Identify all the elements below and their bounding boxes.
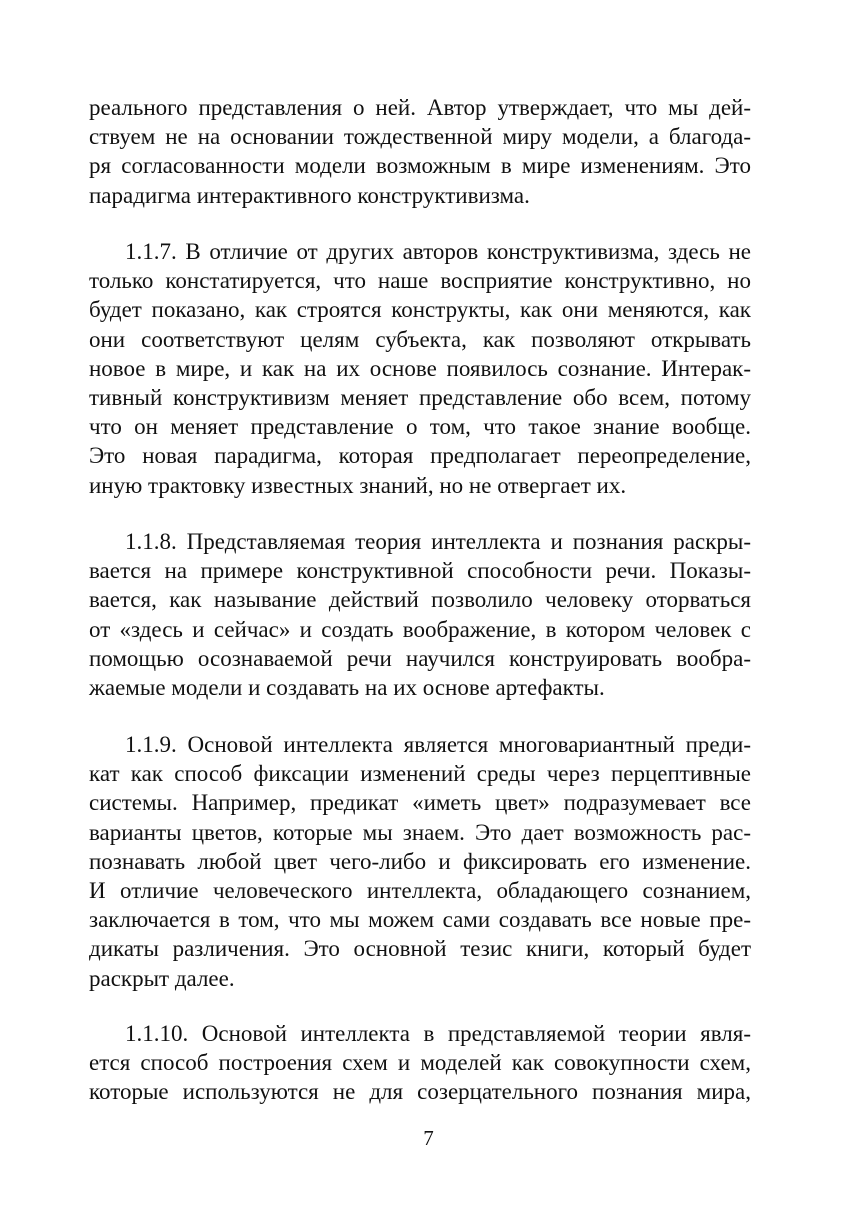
text-line: реального представления о ней. Автор утверждает, что мы дей- <box>89 95 751 120</box>
paragraph-1-1-10 <box>89 1019 751 1107</box>
text-line: которые используются не для созерцательного познания мира, <box>89 1079 751 1105</box>
text-line: 1.1.9. Основой интеллекта является многовариантный преди- <box>125 732 751 757</box>
text-line: 1.1.8. Представляемая теория интеллекта и познания раскры- <box>125 529 751 554</box>
text-line: ется способ построения схем и моделей как совокупности схем, <box>89 1050 751 1076</box>
text-line: они соответствуют целям субъекта, как позволяют открывать <box>89 326 751 352</box>
text-line: 1.1.10. Основой интеллекта в представляемой теории явля- <box>125 1021 751 1046</box>
paragraph-1-1-8 <box>89 527 751 702</box>
text-line: И отличие человеческого интеллекта, обладающего сознанием, <box>89 877 751 903</box>
text-line: только констатируется, что наше восприятие конструктивно, но <box>89 268 751 294</box>
text-line: парадигма интерактивного конструктивизма. <box>89 182 530 208</box>
text-line: кат как способ фиксации изменений среды через перцептивные <box>89 761 751 787</box>
text-line: помощью осознаваемой речи научился конструировать вообра- <box>89 645 751 671</box>
page-number: 7 <box>423 1126 434 1150</box>
paragraph-1-1-7 <box>89 237 751 500</box>
text-line: тивный конструктивизм меняет представление обо всем, потому <box>89 384 751 410</box>
text-line: новое в мире, и как на их основе появилось сознание. Интерак- <box>89 355 751 381</box>
text-line: раскрыт далее. <box>89 965 235 991</box>
text-line: от «здесь и сейчас» и создать воображение, в котором человек с <box>89 616 751 642</box>
text-line: заключается в том, что мы можем сами создавать все новые пре- <box>89 907 751 933</box>
paragraph-intro <box>89 93 751 210</box>
text-line: Это новая парадигма, которая предполагает переопределение, <box>89 443 751 469</box>
text-line: жаемые модели и создавать на их основе артефакты. <box>89 674 605 700</box>
text-line: познавать любой цвет чего-либо и фиксировать его изменение. <box>89 848 751 874</box>
text-line: варианты цветов, которые мы знаем. Это дает возможность рас- <box>89 819 751 845</box>
text-line: ря согласованности модели возможным в мире изменениям. Это <box>89 153 751 179</box>
paragraph-1-1-9 <box>89 730 751 993</box>
text-line: 1.1.7. В отличие от других авторов конструктивизма, здесь не <box>125 239 751 264</box>
text-line: ствуем не на основании тождественной миру модели, а благода- <box>89 124 751 150</box>
text-line: что он меняет представление о том, что такое знание вообще. <box>89 414 751 440</box>
text-line: иную трактовку известных знаний, но не отвергает их. <box>89 472 627 498</box>
text-line: вается, как называние действий позволило человеку оторваться <box>89 587 751 613</box>
text-line: будет показано, как строятся конструкты, как они меняются, как <box>89 297 751 323</box>
text-line: вается на примере конструктивной способности речи. Показы- <box>89 558 751 584</box>
text-line: дикаты различения. Это основной тезис книги, который будет <box>89 936 751 962</box>
text-line: системы. Например, предикат «иметь цвет» подразумевает все <box>89 790 751 816</box>
